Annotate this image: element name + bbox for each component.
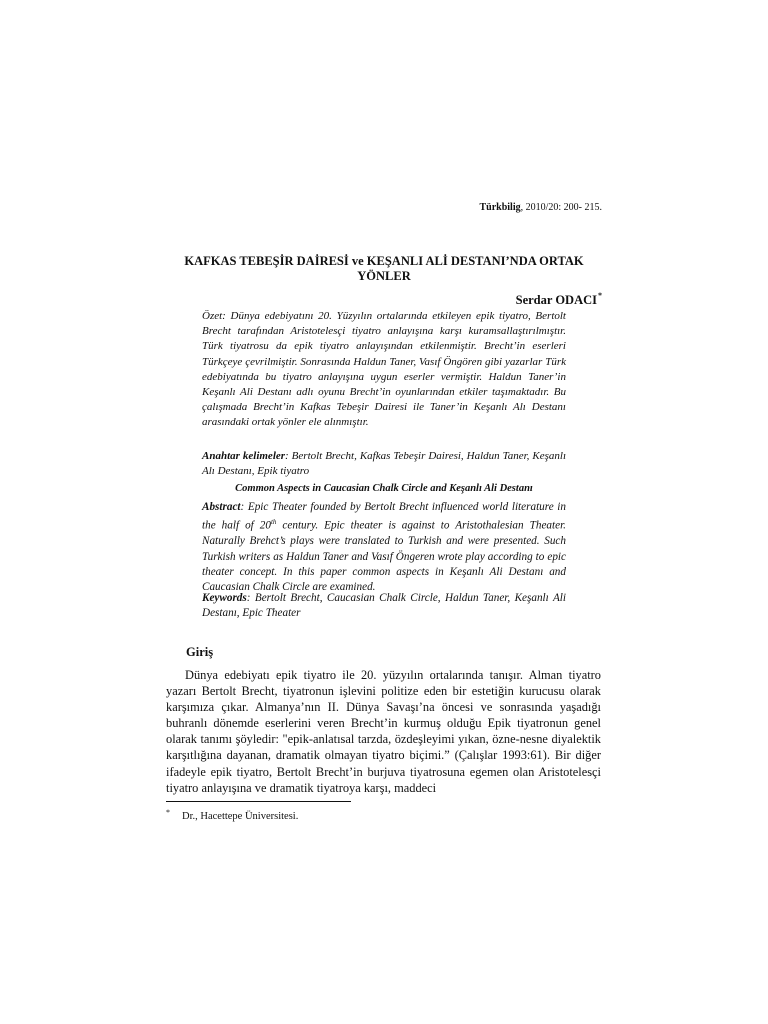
author	[516, 291, 602, 308]
journal-name: Türkbilig	[479, 202, 521, 213]
paper-title-line-2: YÖNLER	[357, 269, 411, 283]
turkish-keywords-text: : Bertolt Brecht, Kafkas Tebeşir Dairesi, Haldun Taner, Keşanlı Alı Destanı, Epik tiyatro	[202, 450, 567, 478]
body-text	[166, 667, 601, 796]
english-keywords-text: : Bertolt Brecht, Caucasian Chalk Circle, Haldun Taner, Keşanlı Ali Destanı, Epic Theater	[202, 592, 566, 620]
paper-title	[160, 254, 608, 284]
english-keywords	[202, 591, 566, 622]
author-footnote-mark: *	[598, 291, 602, 300]
journal-reference	[479, 202, 602, 213]
turkish-abstract-text: Dünya edebiyatını 20. Yüzyılın ortalarında etkileyen epik tiyatro, Bertolt Brecht tarafından Aristotelesçi tiyatro anlayışına karşı kuramsallaştırılmıştır. Türk tiyatrosu da epik tiyatro anlayışından etkilenmiştir. Brecht’in eserleri Türkçeye çevrilmiştir. Sonrasında Haldun Taner, Vasıf Öngören gibi yazarlar Türk edebiyatında bu tiyatro anlayışına uygun eserler vermiştir. Haldun Taner’in Keşanlı Ali Destanı adlı oyunu Brecht’in oyunlarından etkiler taşımaktadır. Bu çalışmada Brecht’in Kafkas Tebeşir Dairesi ile Taner’in Keşanlı Alı Destanı arasındaki ortak yönler ele alınmıştır.	[202, 310, 566, 429]
english-abstract-text-1: : Epic Theater founded by Bertolt Brecht influenced world literature in the half of 20	[202, 501, 566, 533]
author-name: Serdar ODACI	[515, 293, 597, 307]
turkish-abstract-label: Özet:	[202, 310, 226, 322]
turkish-abstract	[202, 309, 566, 431]
footnote-divider	[166, 801, 351, 802]
section-heading: Giriş	[186, 645, 214, 659]
turkish-keywords-label: Anahtar kelimeler	[202, 450, 286, 462]
english-abstract-label: Abstract	[202, 501, 241, 513]
english-abstract	[202, 500, 566, 596]
journal-issue-pages: , 2010/20: 200- 215.	[520, 202, 602, 213]
english-abstract-text-2: century. Epic theater is against to Aristothalesian Theater. Naturally Brehct’s plays were translated to Turkish and were presented. Such Turkish writers as Haldun Taner and Vasıf Öngeren wrote play according to epic theater concept. In this paper common aspects in Keşanlı Ali Destanı and Caucasian Chalk Circle are examined.	[202, 520, 566, 594]
turkish-keywords	[202, 449, 566, 479]
footnote	[166, 808, 298, 822]
footnote-text: Dr., Hacettepe Üniversitesi.	[182, 811, 299, 822]
english-title: Common Aspects in Caucasian Chalk Circle and Keşanlı Ali Destanı	[235, 483, 533, 494]
ordinal-suffix: th	[270, 518, 277, 527]
footnote-mark: *	[166, 808, 170, 817]
paper-title-line-1: KAFKAS TEBEŞİR DAİRESİ ve KEŞANLI ALİ DESTANI’NDA ORTAK	[184, 254, 584, 268]
body-paragraph: Dünya edebiyatı epik tiyatro ile 20. yüzyılın ortalarında tanışır. Alman tiyatro yazarı Bertolt Brecht, tiyatronun işlevini politize eden bir estetiğin kurucusu olarak karşımıza çıkar. Almanya’nın II. Dünya Savaşı’na öncesi ve sonrasında yaşadığı buhranlı dönemde eserlerini veren Brecht’in kurmuş olduğu Epik tiyatronun genel olarak tanımı şöyledir: "epik-anlatısal tarzda, özdeşleyimi yıkan, özne-nesne diyalektik karşıtlığına dayanan, dramatik olmayan tiyatro biçimi.” (Çalışlar 1993:61). Bir diğer ifadeyle epik tiyatro, Bertolt Brecht’in burjuva tiyatrosuna egemen olan Aristotelesçi tiyatro anlayışına ve dramatik tiyatroya karşı, maddeci	[166, 668, 601, 795]
english-keywords-label: Keywords	[202, 592, 247, 604]
